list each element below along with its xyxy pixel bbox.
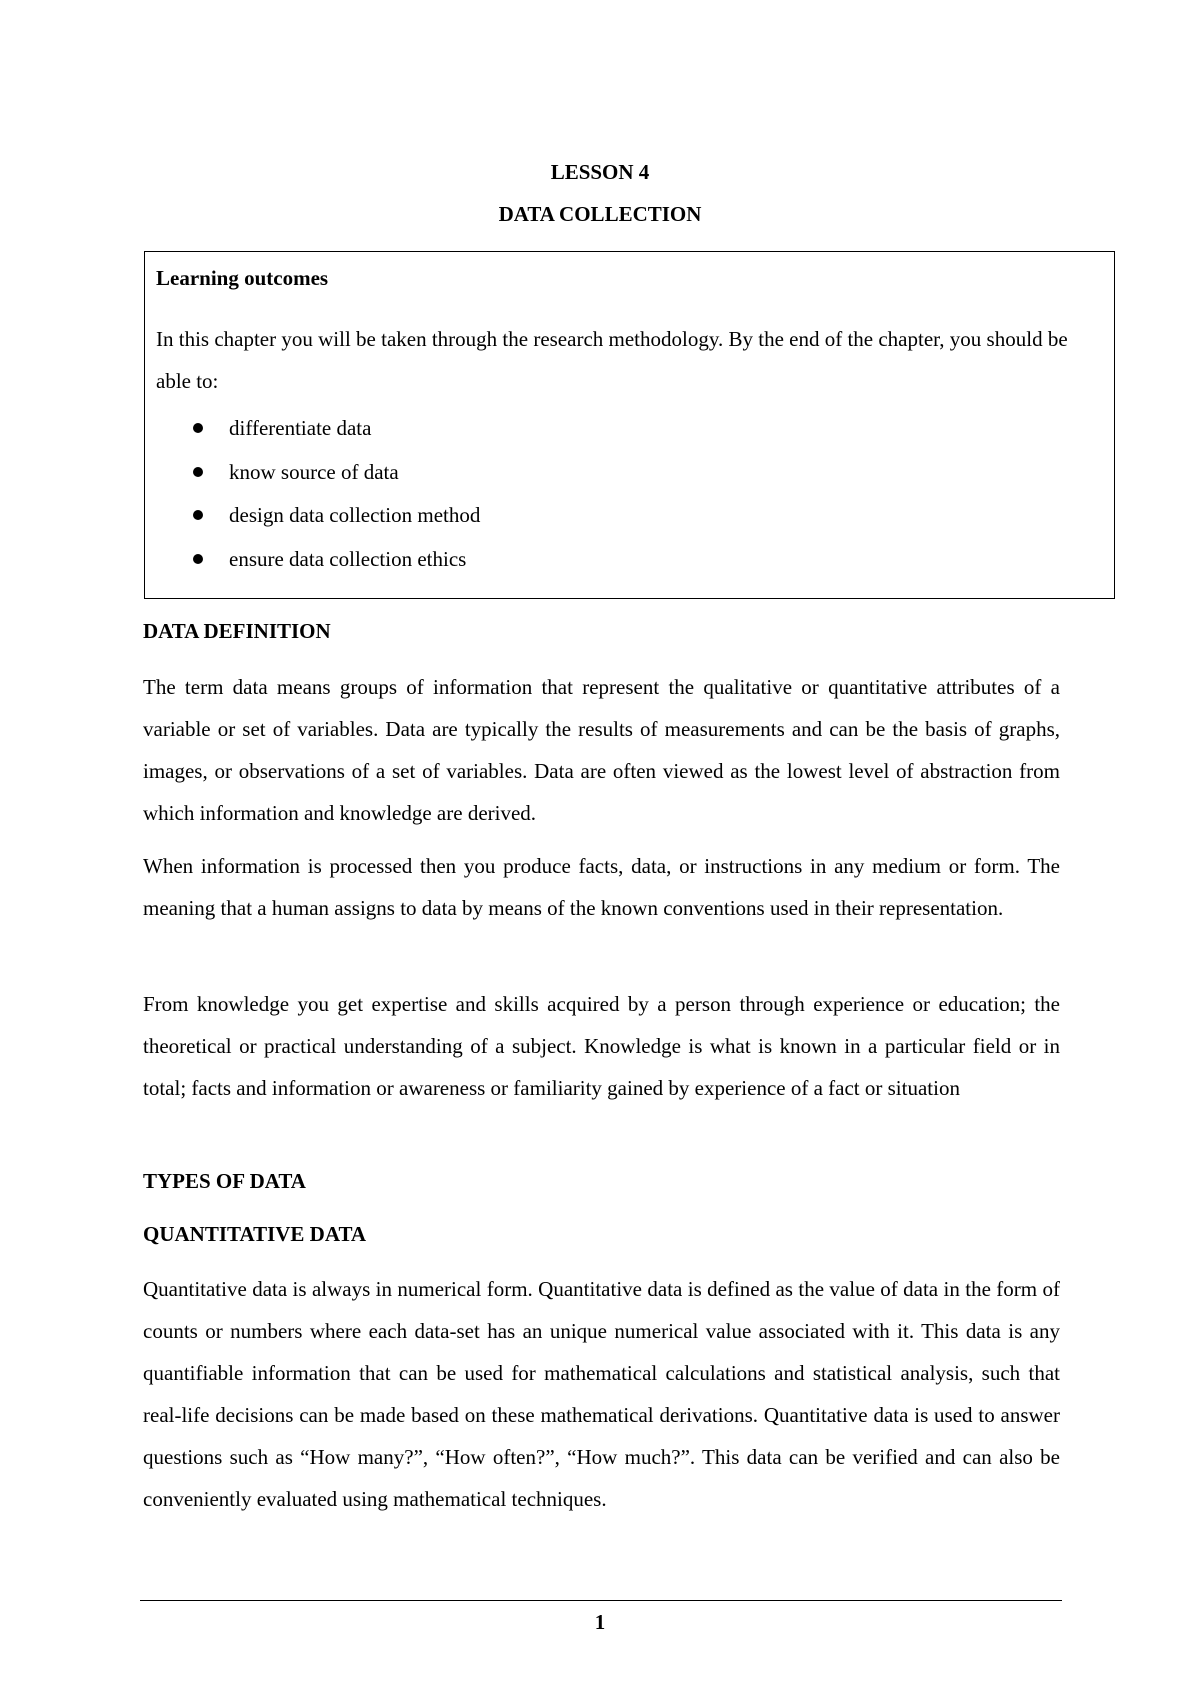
types-of-data-heading: TYPES OF DATA bbox=[143, 1169, 306, 1193]
page-number: 1 bbox=[594, 1610, 606, 1634]
data-definition-paragraph-1: The term data means groups of information that represent the qualitative or quantitative attributes of a variable or set of variables. Data are typically the results of measurements and can be the basis of graphs, images, or observations of a set of variables. Data are often viewed as the lowest level of abstraction from which information and knowledge are derived. bbox=[143, 675, 1060, 825]
list-item bbox=[193, 545, 480, 589]
footer-divider bbox=[140, 1600, 1062, 1601]
outcome-text: know source of data bbox=[229, 459, 399, 484]
chapter-title: DATA COLLECTION bbox=[498, 202, 702, 226]
list-item bbox=[193, 501, 480, 545]
lesson-label: LESSON 4 bbox=[550, 160, 650, 184]
quantitative-data-heading: QUANTITATIVE DATA bbox=[143, 1222, 367, 1246]
outcome-text: ensure data collection ethics bbox=[229, 546, 467, 571]
learning-outcomes-list bbox=[193, 414, 480, 588]
bullet-icon bbox=[193, 467, 203, 477]
outcome-text: differentiate data bbox=[229, 416, 372, 440]
learning-outcomes-intro: In this chapter you will be taken through the research methodology. By the end of the chapter, you should be able to: bbox=[156, 327, 1068, 393]
data-definition-paragraph-3: From knowledge you get expertise and skills acquired by a person through experience or education; the theoretical or practical understanding of a subject. Knowledge is what is known in a particular field or in total; facts and information or awareness or familiarity gained by experience of a fact or situation bbox=[143, 992, 1060, 1100]
learning-outcomes-box bbox=[144, 251, 1115, 599]
data-definition-paragraph-2: When information is processed then you produce facts, data, or instructions in any medium or form. The meaning that a human assigns to data by means of the known conventions used in their representation. bbox=[143, 854, 1060, 920]
learning-outcomes-heading: Learning outcomes bbox=[156, 266, 329, 290]
bullet-icon bbox=[193, 510, 203, 520]
bullet-icon bbox=[193, 554, 203, 564]
list-item bbox=[193, 458, 480, 502]
list-item bbox=[193, 414, 480, 458]
data-definition-heading: DATA DEFINITION bbox=[143, 619, 331, 643]
bullet-icon bbox=[193, 423, 203, 433]
quantitative-data-paragraph: Quantitative data is always in numerical form. Quantitative data is defined as the value of data in the form of counts or numbers where each data-set has an unique numerical value associated with it. This data is any quantifiable information that can be used for mathematical calculations and statistical analysis, such that real-life decisions can be made based on these mathematical derivations. Quantitative data is used to answer questions such as “How many?”, “How often?”, “How much?”. This data can be verified and can also be conveniently evaluated using mathematical techniques. bbox=[143, 1277, 1060, 1511]
outcome-text: design data collection method bbox=[229, 503, 481, 527]
